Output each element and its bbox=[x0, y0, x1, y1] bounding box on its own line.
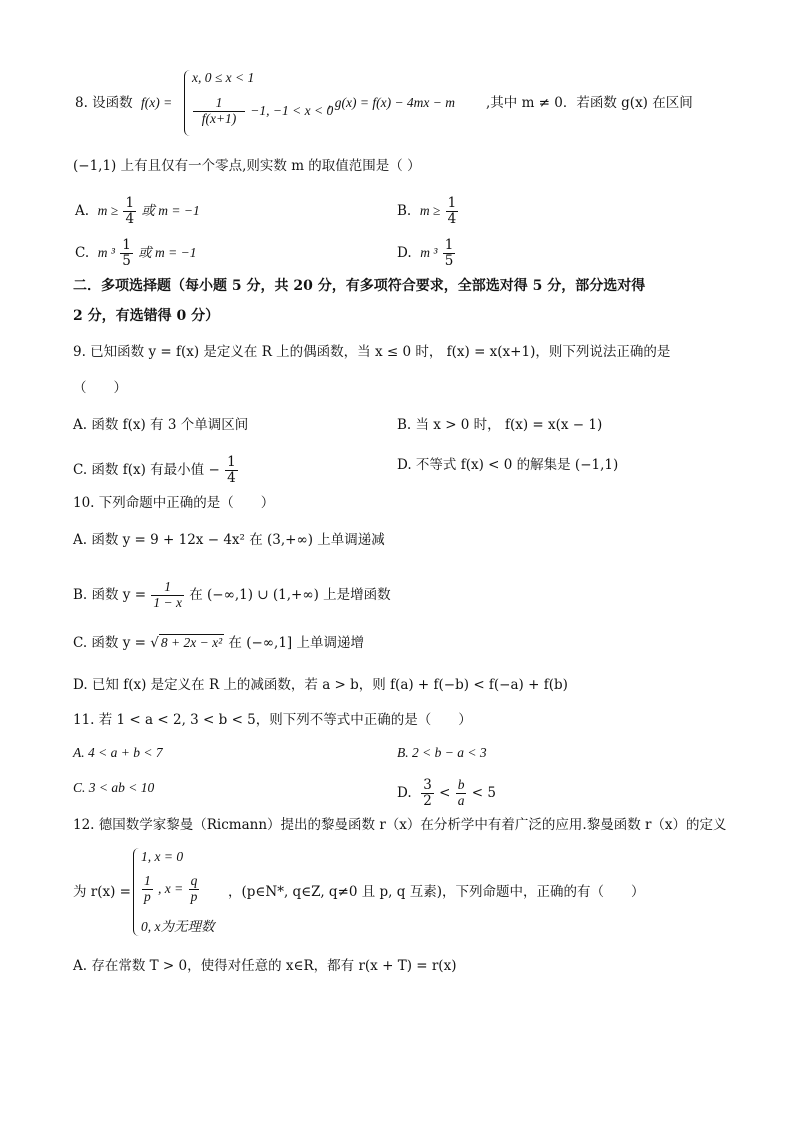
q11-option-a: A. 4 < a + b < 7 bbox=[73, 745, 163, 760]
q8-option-c: C. m ³ $\frac{1}{5}$ 或 m = −1 bbox=[75, 237, 197, 269]
q9-option-d: D. 不等式 f(x) < 0 的解集是 (−1,1) bbox=[397, 457, 619, 473]
q11-stem: 11. 若 1 < a < 2, 3 < b < 5，则下列不等式中正确的是（ ） bbox=[73, 712, 472, 728]
q8-case2-fraction bbox=[193, 96, 245, 127]
q9-stem-paren: （ ） bbox=[73, 380, 127, 396]
q12-case3: 0, x为无理数 bbox=[141, 919, 215, 934]
q8-option-d: D. m ³ $\frac{1}{5}$ bbox=[397, 237, 454, 269]
q8-g-definition: , g(x) = f(x) − 4mx − m bbox=[328, 95, 456, 110]
q11-option-d: D. $\frac{3}{2}$ < $\frac{b}{a}$ < 5 bbox=[397, 777, 496, 809]
q12-def-pre: 为 r(x) = bbox=[73, 884, 131, 900]
q11-option-b: B. 2 < b − a < 3 bbox=[397, 745, 487, 760]
q8-line2: (−1,1) 上有且仅有一个零点,则实数 m 的取值范围是（ ） bbox=[73, 158, 421, 174]
q10-option-c: C. 函数 y = √ 8 + 2x − x² 在 (−∞,1] 上单调递增 bbox=[73, 635, 364, 651]
section2-heading-line1: 二．多项选择题（每小题 5 分，共 20 分，有多项符合要求，全部选对得 5 分，部分选对得 bbox=[73, 278, 646, 294]
section2-heading-line2: 2 分，有选错得 0 分） bbox=[73, 308, 220, 324]
q8-number: 8. 设函数 bbox=[75, 95, 133, 111]
q10-stem: 10. 下列命题中正确的是（ ） bbox=[73, 495, 275, 511]
q12-case1: 1, x = 0 bbox=[141, 849, 184, 864]
q8-function-f: f(x) = bbox=[141, 95, 173, 110]
q12-stem: 12. 德国数学家黎曼（Ricmann）提出的黎曼函数 r（x）在分析学中有着广泛的应用.黎曼函数 r（x）的定义 bbox=[73, 817, 727, 833]
q12-option-a: A. 存在常数 T > 0，使得对任意的 x∈R，都有 r(x + T) = r(x) bbox=[73, 958, 457, 974]
q8-condition: ,其中 m ≠ 0．若函数 g(x) 在区间 bbox=[486, 95, 693, 111]
q10-option-a: A. 函数 y = 9 + 12x − 4x² 在 (3,+∞) 上单调递减 bbox=[73, 532, 385, 548]
q12-case2: $\frac{1}{p}$ , x = $\frac{q}{p}$ bbox=[144, 873, 198, 904]
q9-option-a: A. 函数 f(x) 有 3 个单调区间 bbox=[73, 417, 249, 433]
q9-option-c: C. 函数 f(x) 有最小值 − $\frac{1}{4}$ bbox=[73, 454, 236, 486]
q8-case1: x, 0 ≤ x < 1 bbox=[192, 70, 255, 85]
q8-brace bbox=[184, 70, 191, 136]
q12-def-post: ，(p∈N*, q∈Z, q≠0 且 p, q 互素)，下列命题中，正确的有（ ） bbox=[228, 884, 645, 900]
q9-stem: 9. 已知函数 y = f(x) 是定义在 R 上的偶函数，当 x ≤ 0 时， f(x) = x(x+1)，则下列说法正确的是 bbox=[73, 344, 671, 360]
q10-option-b: B. 函数 y = $\frac{1}{1 - x}$ 在 (−∞,1) ∪ (1,+∞) 上是增函数 bbox=[73, 579, 391, 610]
q12-brace bbox=[133, 848, 140, 936]
q8-case2-tail: −1, −1 < x < 0 bbox=[250, 102, 334, 118]
q8-case2-den: f(x+1) bbox=[193, 111, 245, 127]
q9-option-b: B. 当 x > 0 时， f(x) = x(x − 1) bbox=[397, 417, 603, 433]
q8-case2-num: 1 bbox=[215, 95, 223, 110]
q8-case2 bbox=[192, 96, 333, 127]
q10-option-d: D. 已知 f(x) 是定义在 R 上的减函数，若 a > b，则 f(a) + f(−b) < f(−a) + f(b) bbox=[73, 677, 568, 693]
q11-option-c: C. 3 < ab < 10 bbox=[73, 780, 155, 795]
q8-option-b: B. m ≥ $\frac{1}{4}$ bbox=[397, 195, 457, 227]
q10-option-c-sqrt: 8 + 2x − x² bbox=[160, 635, 223, 650]
q8-option-a: A. m ≥ $\frac{1}{4}$ 或 m = −1 bbox=[75, 195, 200, 227]
